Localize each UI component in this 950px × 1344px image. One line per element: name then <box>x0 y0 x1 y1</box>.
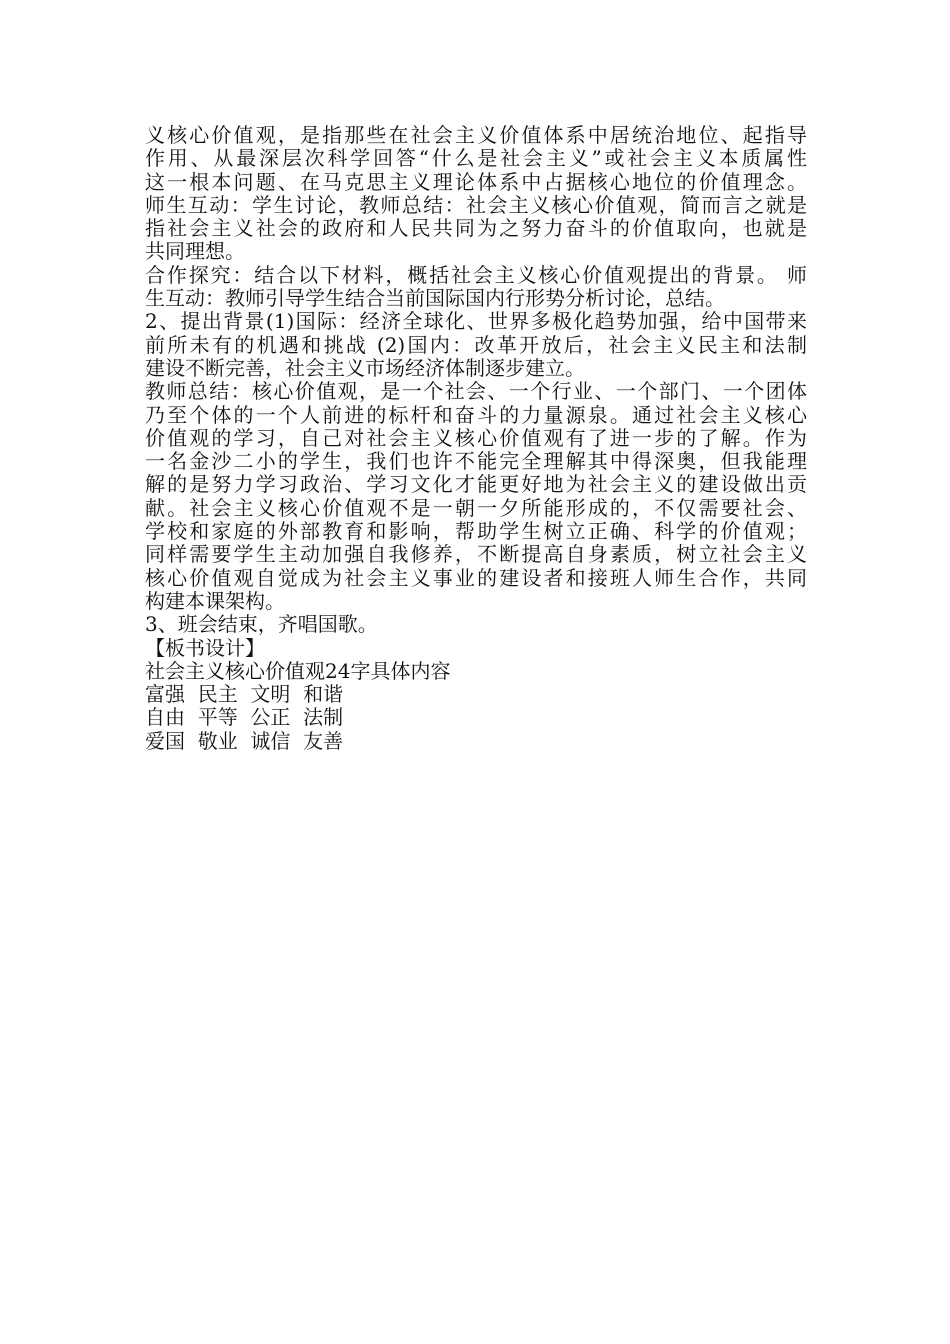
text-line: 指社会主义社会的政府和人民共同为之努力奋斗的价值取向，也就是 <box>145 216 807 241</box>
text-line: 教师总结：核心价值观，是一个社会、一个行业、一个部门、一个团体 <box>145 379 807 404</box>
text-line: 解的是努力学习政治、学习文化才能更好地为社会主义的建设做出贡 <box>145 472 807 497</box>
text-line: 作用、从最深层次科学回答“什么是社会主义”或社会主义本质属性 <box>145 146 807 171</box>
text-line: 献。社会主义核心价值观不是一朝一夕所能形成的，不仅需要社会、 <box>145 495 807 520</box>
text-line: 生互动：教师引导学生结合当前国际国内行形势分析讨论，总结。 <box>145 286 725 311</box>
text-line: 一名金沙二小的学生，我们也许不能完全理解其中得深奥，但我能理 <box>145 449 807 474</box>
text-line: 建设不断完善，社会主义市场经济体制逐步建立。 <box>145 355 585 380</box>
text-line: 前所未有的机遇和挑战 (2)国内：改革开放后，社会主义民主和法制 <box>145 332 807 357</box>
text-line: 师生互动：学生讨论，教师总结：社会主义核心价值观，简而言之就是 <box>145 192 807 217</box>
text-line: 共同理想。 <box>145 239 245 264</box>
values-row: 富强 民主 文明 和谐 <box>145 682 344 707</box>
values-row: 自由 平等 公正 法制 <box>145 705 344 730</box>
text-line: 同样需要学生主动加强自我修养，不断提高自身素质，树立社会主义 <box>145 542 807 567</box>
text-line: 价值观的学习，自己对社会主义核心价值观有了进一步的了解。作为 <box>145 425 807 450</box>
text-line: 2、提出背景(1)国际：经济全球化、世界多极化趋势加强，给中国带来 <box>145 309 807 334</box>
text-line: 这一根本问题、在马克思主义理论体系中占据核心地位的价值理念。 <box>145 169 807 194</box>
text-line: 社会主义核心价值观24字具体内容 <box>145 658 451 683</box>
text-line: 3、班会结束，齐唱国歌。 <box>145 612 378 637</box>
text-line: 核心价值观自觉成为社会主义事业的建设者和接班人师生合作，共同 <box>145 565 807 590</box>
values-row: 爱国 敬业 诚信 友善 <box>145 728 344 753</box>
section-heading: 【板书设计】 <box>145 635 265 660</box>
document-body <box>145 124 807 753</box>
text-line: 学校和家庭的外部教育和影响，帮助学生树立正确、科学的价值观； <box>145 519 807 544</box>
text-line: 构建本课架构。 <box>145 588 285 613</box>
text-line: 乃至个体的一个人前进的标杆和奋斗的力量源泉。通过社会主义核心 <box>145 402 807 427</box>
text-line: 义核心价值观，是指那些在社会主义价值体系中居统治地位、起指导 <box>145 123 807 147</box>
text-line: 合作探究：结合以下材料，概括社会主义核心价值观提出的背景。 师 <box>145 262 807 287</box>
